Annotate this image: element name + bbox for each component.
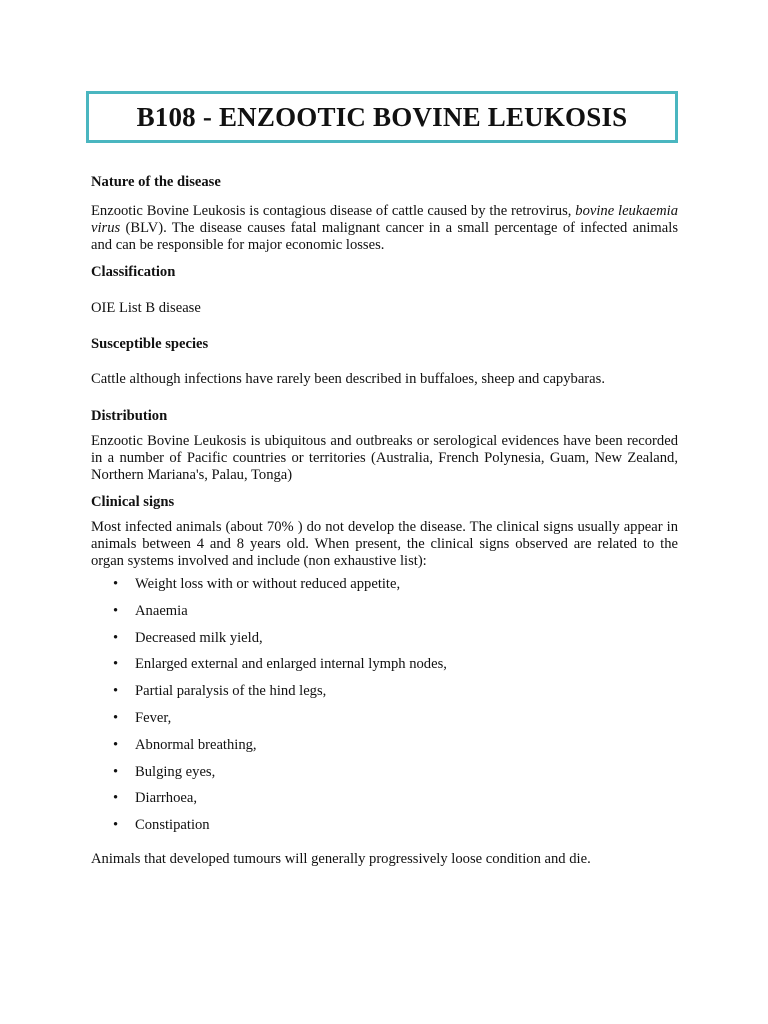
- heading-nature: Nature of the disease: [91, 174, 221, 190]
- page-title: B108 - ENZOOTIC BOVINE LEUKOSIS: [136, 101, 628, 132]
- list-item-text: Abnormal breathing,: [135, 737, 257, 753]
- paragraph-species: Cattle although infections have rarely been described in buffaloes, sheep and capybaras.: [91, 371, 605, 387]
- bullet-icon: •: [113, 656, 119, 672]
- bullet-icon: •: [113, 764, 119, 780]
- bullet-icon: •: [113, 817, 119, 833]
- paragraph-classification: OIE List B disease: [91, 300, 201, 316]
- heading-clinical: Clinical signs: [91, 494, 175, 510]
- nature-text-b: (BLV). The disease causes fatal malignant cancer in a small percentage of infected animals and can be responsible for major economic losses.: [91, 220, 678, 253]
- list-item-text: Decreased milk yield,: [135, 630, 263, 646]
- paragraph-clinical: Most infected animals (about 70% ) do not develop the disease. The clinical signs usually appear in animals between 4 and 8 years old. When present, the clinical signs observed are related to the organ systems involved and include (non exhaustive list):: [91, 519, 678, 569]
- list-item-text: Fever,: [135, 710, 172, 726]
- bullet-icon: •: [113, 603, 119, 619]
- bullet-icon: •: [113, 683, 119, 699]
- list-item-text: Constipation: [135, 817, 210, 833]
- bullet-icon: •: [113, 630, 119, 646]
- heading-classification: Classification: [91, 264, 176, 280]
- paragraph-closing: Animals that developed tumours will generally progressively loose condition and die.: [91, 851, 591, 867]
- list-item-text: Partial paralysis of the hind legs,: [135, 683, 327, 699]
- bullet-icon: •: [113, 737, 119, 753]
- paragraph-distribution: Enzootic Bovine Leukosis is ubiquitous and outbreaks or serological evidences have been recorded in a number of Pacific countries or territories (Australia, French Polynesia, Guam, New Zealand, Northern Mariana's, Palau, Tonga): [91, 433, 678, 483]
- list-item-text: Enlarged external and enlarged internal lymph nodes,: [135, 656, 447, 672]
- paragraph-nature: [91, 203, 678, 254]
- nature-text-italic: bovine leukaemia virus: [91, 203, 679, 236]
- list-item-text: Anaemia: [135, 603, 188, 619]
- list-item-text: Bulging eyes,: [135, 764, 216, 780]
- bullet-icon: •: [113, 710, 119, 726]
- bullet-icon: •: [113, 790, 119, 806]
- title-box: [86, 91, 678, 143]
- bullet-icon: •: [113, 576, 119, 592]
- nature-text-a: Enzootic Bovine Leukosis is contagious disease of cattle caused by the retrovirus,: [91, 203, 576, 219]
- list-item-text: Diarrhoea,: [135, 790, 197, 806]
- heading-species: Susceptible species: [91, 336, 209, 352]
- list-item-text: Weight loss with or without reduced appetite,: [135, 576, 401, 592]
- heading-distribution: Distribution: [91, 408, 168, 424]
